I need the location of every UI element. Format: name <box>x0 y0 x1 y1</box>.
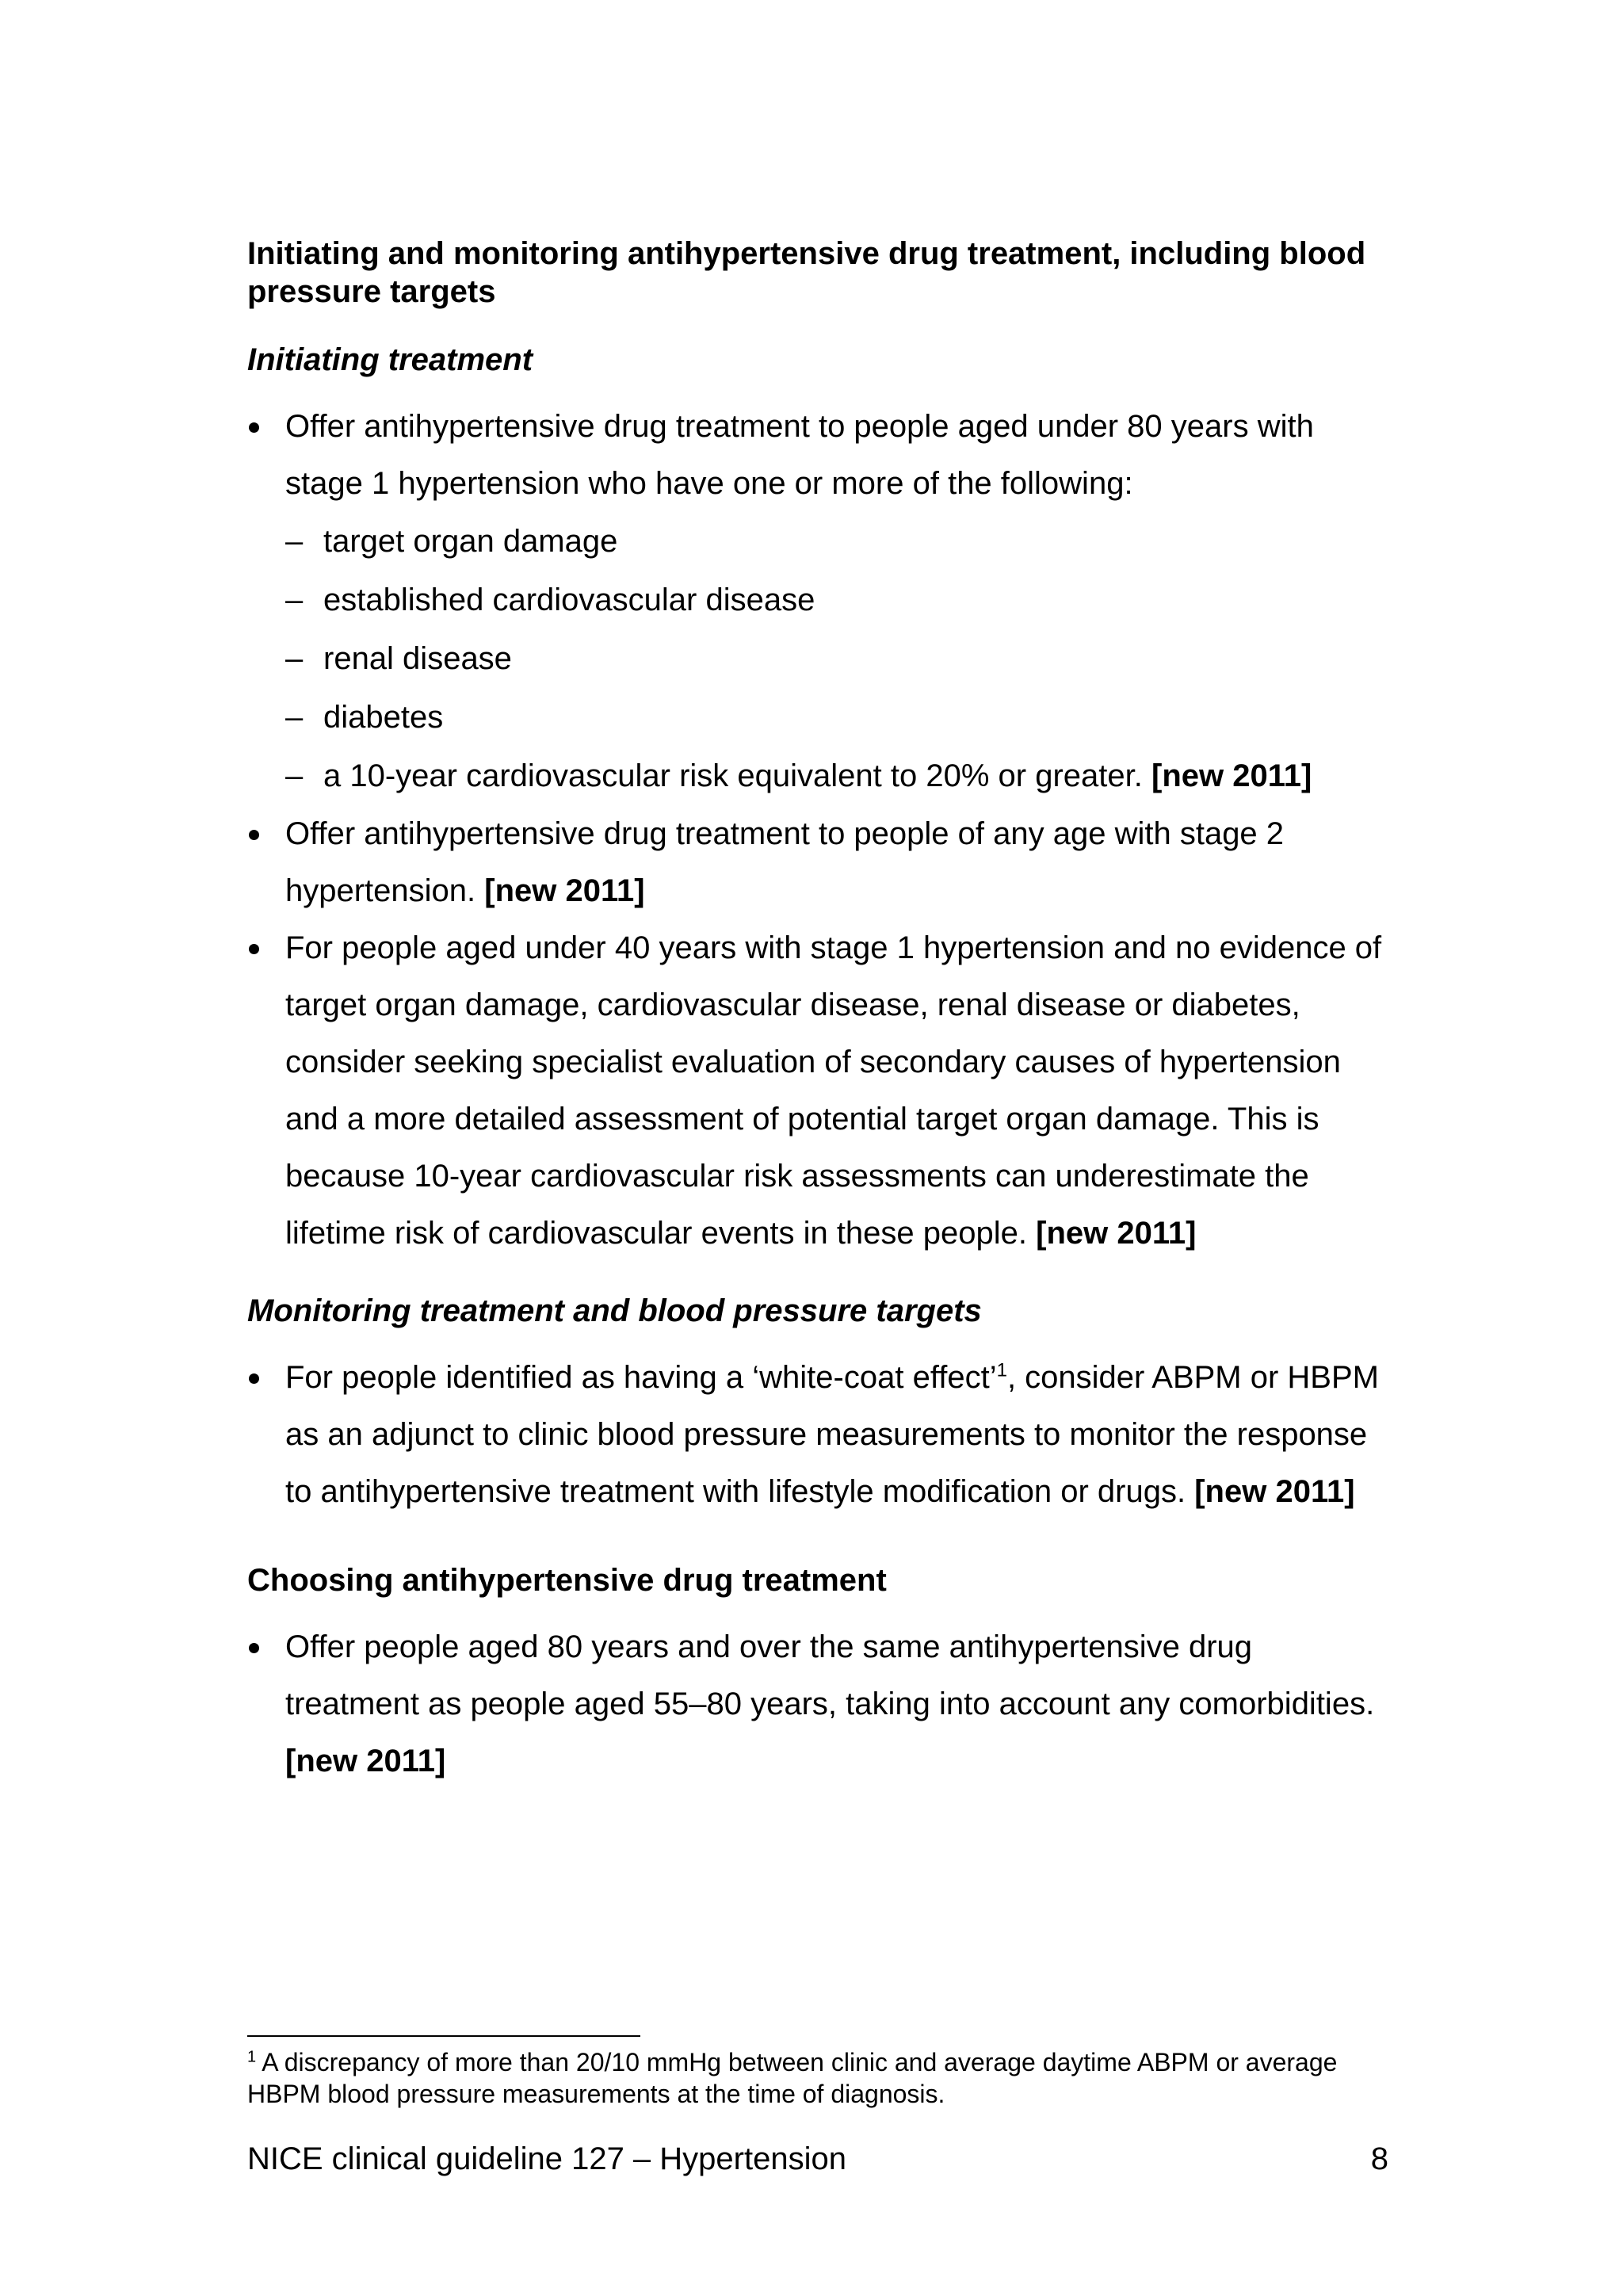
monitoring-treatment-heading: Monitoring treatment and blood pressure targets <box>247 1293 982 1328</box>
page-footer <box>247 2140 1388 2178</box>
list-item <box>247 805 1388 919</box>
choosing-treatment-list <box>247 1618 1388 1790</box>
bullet-text-continued: , consider ABPM or HBPM as an adjunct to clinic blood pressure measurements to monitor the response to antihypertensive treatment with lifestyle modification or drugs. <box>285 1360 1379 1509</box>
initiating-treatment-list <box>247 398 1388 1262</box>
condition-item: – diabetes <box>285 688 1388 747</box>
list-item <box>247 398 1388 805</box>
initiating-treatment-heading: Initiating treatment <box>247 342 533 377</box>
new-2011-tag: [new 2011] <box>1151 758 1312 793</box>
condition-item: – established cardiovascular disease <box>285 571 1388 629</box>
footnote-separator <box>247 2035 640 2037</box>
footer-title: NICE clinical guideline 127 – Hypertension <box>247 2141 846 2176</box>
bullet-text: For people aged under 40 years with stage 1 hypertension and no evidence of target organ damage, cardiovascular disease, renal disease or diabetes, consider seeking specialist evaluation of secondary causes of hypertension and a more detailed assessment of potential target organ damage. This is because 10-year cardiovascular risk assessments can underestimate the lifetime risk of cardiovascular events in these people. <box>285 930 1382 1251</box>
new-2011-tag: [new 2011] <box>484 873 645 908</box>
bullet-text: Offer antihypertensive drug treatment to people aged under 80 years with stage 1 hypertension who have one or more of the following: <box>285 409 1314 501</box>
new-2011-tag: [new 2011] <box>1036 1216 1197 1251</box>
section-heading: Initiating and monitoring antihypertensive drug treatment, including blood pressure targets <box>247 236 1366 309</box>
footnote-text: A discrepancy of more than 20/10 mmHg between clinic and average daytime ABPM or average HBPM blood pressure measurements at the time of diagnosis. <box>247 2048 1338 2108</box>
monitoring-treatment-list <box>247 1349 1388 1520</box>
list-item <box>247 1349 1388 1520</box>
conditions-list <box>285 512 1388 805</box>
list-item <box>247 1618 1388 1790</box>
footnote <box>247 2046 1388 2110</box>
new-2011-tag: [new 2011] <box>1194 1474 1355 1509</box>
condition-item: – a 10-year cardiovascular risk equivalent to 20% or greater. [new 2011] <box>285 747 1388 805</box>
bullet-text: For people identified as having a ‘white-coat effect’ <box>285 1360 997 1395</box>
bullet-text: Offer antihypertensive drug treatment to people of any age with stage 2 hypertension. <box>285 816 1285 908</box>
page-number: 8 <box>1370 2141 1388 2176</box>
condition-item: – target organ damage <box>285 512 1388 571</box>
footnote-number: 1 <box>247 2048 257 2066</box>
choosing-treatment-heading: Choosing antihypertensive drug treatment <box>247 1563 887 1598</box>
footnote-reference[interactable]: 1 <box>996 1359 1007 1381</box>
page-content <box>247 235 1388 1790</box>
list-item <box>247 919 1388 1262</box>
new-2011-tag: [new 2011] <box>285 1744 446 1778</box>
condition-item: – renal disease <box>285 629 1388 688</box>
bullet-text: Offer people aged 80 years and over the same antihypertensive drug treatment as people aged 55–80 years, taking into account any comorbidities. <box>285 1629 1375 1721</box>
